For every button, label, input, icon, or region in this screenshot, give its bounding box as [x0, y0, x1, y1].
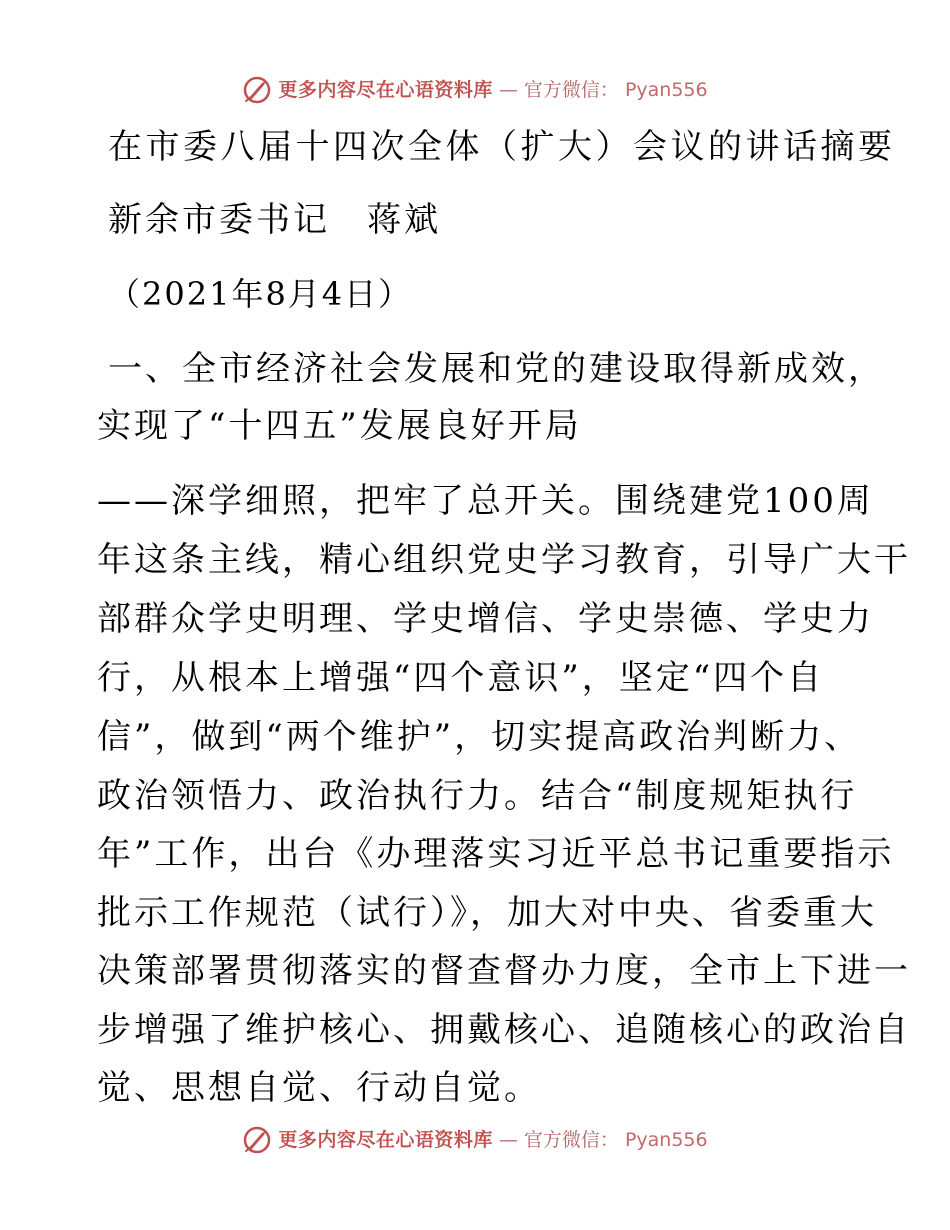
watermark-separator: —	[498, 1129, 518, 1151]
watermark-separator: —	[498, 79, 518, 101]
paragraph-line: ——深学细照，把牢了总开关。围绕建党100周	[97, 481, 874, 521]
section-heading-line-2: 实现了“十四五”发展良好开局	[97, 406, 582, 446]
paragraph-line: 批示工作规范（试行）》，加大对中央、省委重大	[97, 893, 877, 933]
paragraph-line: 信”，做到“两个维护”，切实提高政治判断力、	[97, 717, 862, 757]
paragraph-line: 行，从根本上增强“四个意识”，坚定“四个自	[97, 658, 825, 698]
watermark-label: 官方微信：	[523, 79, 619, 101]
paragraph-line: 政治领悟力、政治执行力。结合“制度规矩执行	[97, 776, 858, 816]
section-heading-line-1: 一、全市经济社会发展和党的建设取得新成效，	[108, 349, 885, 389]
watermark-account: Pyan556	[624, 1129, 708, 1151]
quill-logo-icon	[242, 1125, 272, 1155]
paragraph-line: 觉、思想自觉、行动自觉。	[97, 1068, 541, 1108]
paragraph-line: 年”工作，出台《办理落实习近平总书记重要指示	[97, 834, 895, 874]
footer-watermark	[0, 1125, 950, 1155]
paragraph-line: 决策部署贯彻落实的督查督办力度，全市上下进一	[97, 951, 911, 991]
watermark-account: Pyan556	[624, 79, 708, 101]
document-title: 在市委八届十四次全体（扩大）会议的讲话摘要	[108, 127, 896, 167]
header-watermark	[0, 75, 950, 105]
watermark-brand: 更多内容尽在心语资料库	[278, 1129, 493, 1151]
quill-logo-icon	[242, 75, 272, 105]
watermark-label: 官方微信：	[523, 1129, 619, 1151]
watermark-brand: 更多内容尽在心语资料库	[278, 79, 493, 101]
document-date: （2021年8月4日）	[108, 275, 413, 313]
paragraph-line: 部群众学史明理、学史增信、学史崇德、学史力	[97, 599, 874, 639]
paragraph-line: 年这条主线，精心组织党史学习教育，引导广大干	[97, 540, 911, 580]
document-author: 新余市委书记 蒋斌	[108, 200, 441, 240]
paragraph-line: 步增强了维护核心、拥戴核心、追随核心的政治自	[97, 1010, 911, 1050]
